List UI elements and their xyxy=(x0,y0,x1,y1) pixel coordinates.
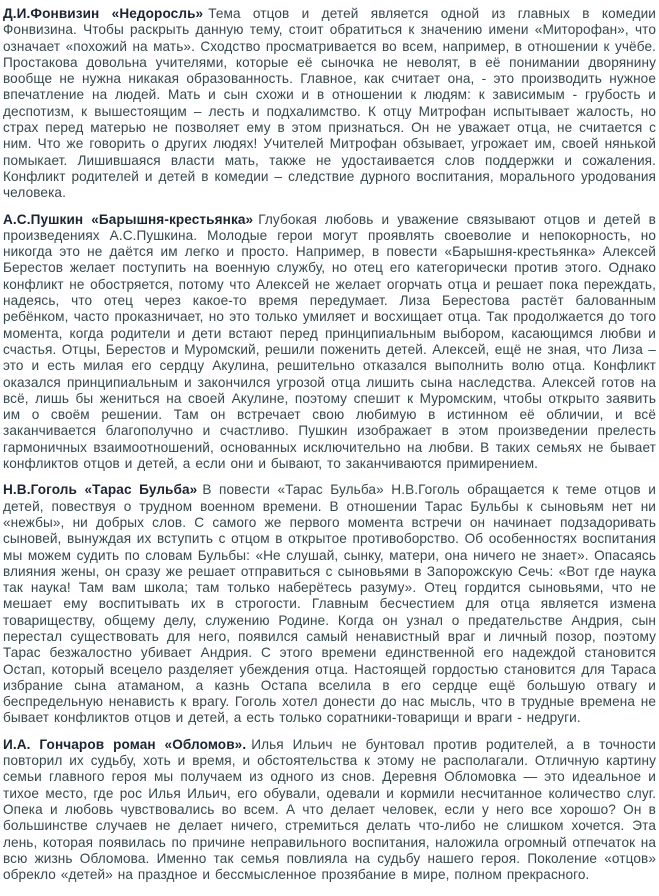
essay-body-goncharov: Илья Ильич не бунтовал против родителей, а в точности повторил их судьбу, хоть и время, и обстоятельства к этому не располагали. Отличную картину семьи главного героя мы получаем из одного из снов. Деревня Обломовка — это идеальное и тихое место, где рос Илья Ильич, его обували, одевали и кормили несчитанное количество слуг. Опека и любовь чувствовались во всем. А что делает человек, если у него все хорошо? Он в большинстве случаев не делает ничего, стремиться делать что-либо не слишком хочется. Эта лень, которая появилась по причине неправильного воспитания, наложила огромный отпечаток на всю жизнь Обломова. Именно так семья повлияла на судьбу нашего героя. Поколение «отцов» обрекло «детей» на праздное и бессмысленное прозябание в мире, полном прекрасного. xyxy=(3,736,656,883)
essay-title-pushkin: А.С.Пушкин «Барышня-крестьянка» xyxy=(3,211,254,227)
essay-paragraph-fonvizin xyxy=(3,6,656,202)
essay-title-goncharov: И.А. Гончаров роман «Обломов». xyxy=(3,736,247,752)
essay-paragraph-pushkin xyxy=(3,212,656,473)
essay-title-gogol: Н.В.Гоголь «Тарас Бульба» xyxy=(3,482,198,498)
essay-paragraph-goncharov xyxy=(3,737,656,884)
essay-paragraph-gogol xyxy=(3,482,656,726)
essay-title-fonvizin: Д.И.Фонвизин «Недоросль» xyxy=(3,6,204,21)
essay-body-fonvizin: Тема отцов и детей является одной из главных в комедии Фонвизина. Чтобы раскрыть данную тему, стоит обратиться к значению имени «Миторофан», что означает «похожий на мать». Сходство просматривается во всем, например, в отношении к учёбе. Простакова довольна учителями, которые её сыночка не неволят, в её понимании дворянину вообще не нужна никакая образованность. Главное, как считает она, - это производить нужное впечатление на людей. Мать и сын схожи и в отношении к людям: к зависимым - грубость и деспотизм, к вышестоящим – лесть и подхалимство. К отцу Митрофан испытывает жалость, но страх перед матерью не позволяет ему в этом признаться. Он не уважает отца, не считается с ним. Что же говорить о других людях! Учителей Митрофан обзывает, угрожает им, своей нянькой помыкает. Лишившаяся власти мать, также не удостаивается слов поддержки и сожаления. Конфликт родителей и детей в комедии – следствие дурного воспитания, морального уродования человека. xyxy=(3,6,656,201)
essay-body-pushkin: Глубокая любовь и уважение связывают отцов и детей в произведениях А.С.Пушкина. Молодые герои могут проявлять своеволие и непокорность, но никогда это не даётся им легко и просто. Например, в повести «Барышня-крестьянка» Алексей Берестов желает поступить на военную службу, но отец его категорически против этого. Однако конфликт не обостряется, потому что Алексей не желает огорчать отца и решает пока переждать, надеясь, что отец через какое-то время передумает. Лиза Берестова растёт балованным ребёнком, часто проказничает, но это только умиляет и восхищает отца. Так продолжается до того момента, когда родители и дети встают перед принципиальным выбором, касающимся любви и счастья. Отцы, Берестов и Муромский, решили поженить детей. Алексей, ещё не зная, что Лиза – это и есть милая его сердцу Акулина, решительно отказался выполнить волю отца. Конфликт оказался принципиальным и закончился угрозой отца лишить сына наследства. Алексей готов на всё, лишь бы жениться на своей Акулине, поэтому спешит к Муромским, чтобы открыто заявить им о своём решении. Там он встречает свою любимую в истинном её обличии, и всё заканчивается благополучно и счастливо. Пушкин изображает в этом произведении прелесть гармоничных взаимоотношений, основанных исключительно на любви. В таких семьях не бывает конфликтов отцов и детей, а если они и бывают, то заканчиваются примирением. xyxy=(3,211,657,472)
essay-body-gogol: В повести «Тарас Бульба» Н.В.Гоголь обращается к теме отцов и детей, повествуя о трудном военном времени. В отношении Тарас Бульбы к сыновьям нет ни «нежбы», ни добрых слов. С самого же первого момента встречи он начинает подзадоривать сыновей, вынуждая их вступить с отцом в открытое противоборство. Об особенностях воспитания мы можем судить по словам Бульбы: «Не слушай, сынку, матери, она ничего не знает». Опасаясь влияния жены, он сразу же решает отправиться с сыновьями в Запорожскую Сечь: «Вот где наука так наука! Там вам школа; там только наберётесь разуму». Отец гордится сыновьями, что не мешает ему воспитывать их в строгости. Главным бесчестием для отца является измена товариществу, общему делу, служению Родине. Когда он узнал о предательстве Андрия, сын перестал существовать для него, появился самый ненавистный враг и личный позор, поэтому Тарас безжалостно убивает Андрия. С этого времени единственной его надеждой становится Остап, который всецело разделяет убеждения отца. Настоящей гордостью становится для Тараса избрание сына атаманом, а казнь Остапа вселила в его сердце ещё большую отвагу и беспредельную ненависть к врагу. Гоголь хотел донести до нас мысль, что в трудные времена не бывает конфликтов отцов и детей, а есть только соратники-товарищи и враги - недруги. xyxy=(3,482,656,726)
